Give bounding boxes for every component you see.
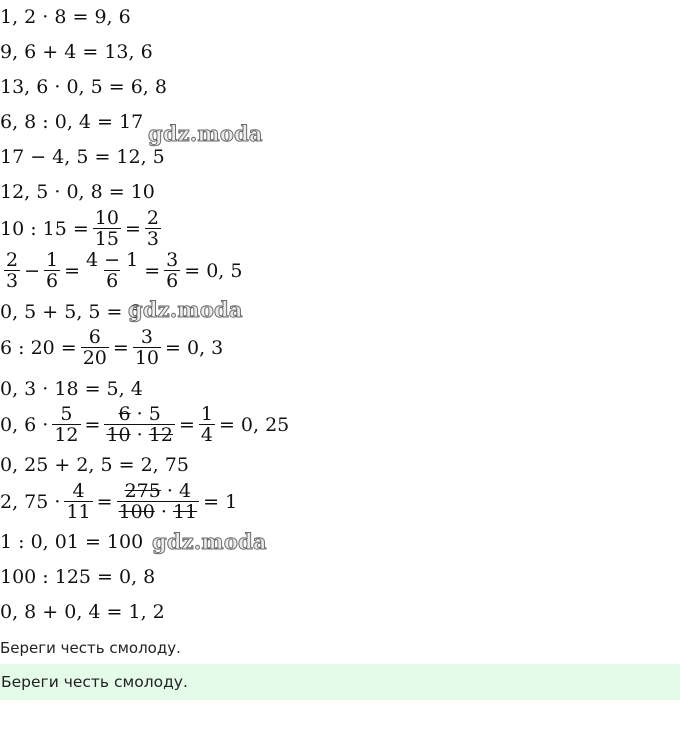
step-12: 0, 6 · $\frac{5}{12}$ = $\frac{6 \cdot 5}{10 \cdot 12}$ = $\frac{1}{4}$ = 0, 25: [0, 403, 290, 446]
fraction: $\frac{3}{6}$: [166, 249, 179, 292]
watermark: gdz.moda: [128, 297, 243, 322]
step-2: 9, 6 + 4 = 13, 6: [0, 41, 153, 63]
fraction: $\frac{2}{3}$: [6, 249, 19, 292]
fraction: $\frac{10}{15}$: [94, 207, 119, 250]
fraction: $\frac{1}{6}$: [46, 249, 59, 292]
fraction: $\frac{4 - 1}{6}$: [86, 249, 139, 292]
step-17: 0, 8 + 0, 4 = 1, 2: [0, 601, 165, 623]
step-6: 12, 5 · 0, 8 = 10: [0, 181, 155, 203]
step-15: 1 : 0, 01 = 100: [0, 531, 144, 553]
step-9: 0, 5 + 5, 5 = 6: [0, 301, 141, 323]
answer-text: Береги честь смолоду.: [0, 639, 181, 657]
fraction-cancelled: $\frac{6 \cdot 5}{10 \cdot 12}$: [106, 403, 173, 446]
step-14: 2, 75 · $\frac{4}{11}$ = $\frac{275 \cdot 4}{100 \cdot 11}$ = 1: [0, 480, 238, 523]
fraction: $\frac{3}{10}$: [134, 326, 160, 369]
watermark: gdz.moda: [148, 121, 263, 146]
fraction: $\frac{5}{12}$: [54, 403, 79, 446]
step-1: 1, 2 · 8 = 9, 6: [0, 6, 131, 28]
step-4: 6, 8 : 0, 4 = 17: [0, 111, 144, 133]
fraction: $\frac{2}{3}$: [146, 207, 159, 250]
step-11: 0, 3 · 18 = 5, 4: [0, 378, 143, 400]
step-7: 10 : 15 = $\frac{10}{15}$ = $\frac{2}{3}$: [0, 207, 159, 250]
watermark: gdz.moda: [152, 529, 267, 554]
fraction: $\frac{6}{20}$: [82, 326, 107, 369]
step-8: $\frac{2}{3}$ − $\frac{1}{6}$ = $\frac{4 - 1}{6}$ = $\frac{3}{6}$ = 0, 5: [6, 249, 243, 292]
fraction: $\frac{4}{11}$: [66, 480, 91, 523]
fraction-cancelled: $\frac{275 \cdot 4}{100 \cdot 11}$: [118, 480, 198, 523]
answer-highlight: Береги честь смолоду.: [0, 664, 680, 700]
step-13: 0, 25 + 2, 5 = 2, 75: [0, 454, 189, 476]
fraction: $\frac{1}{4}$: [200, 403, 213, 446]
step-3: 13, 6 · 0, 5 = 6, 8: [0, 76, 167, 98]
step-16: 100 : 125 = 0, 8: [0, 566, 156, 588]
step-5: 17 − 4, 5 = 12, 5: [0, 146, 165, 168]
step-10: 6 : 20 = $\frac{6}{20}$ = $\frac{3}{10}$ = 0, 3: [0, 326, 224, 369]
